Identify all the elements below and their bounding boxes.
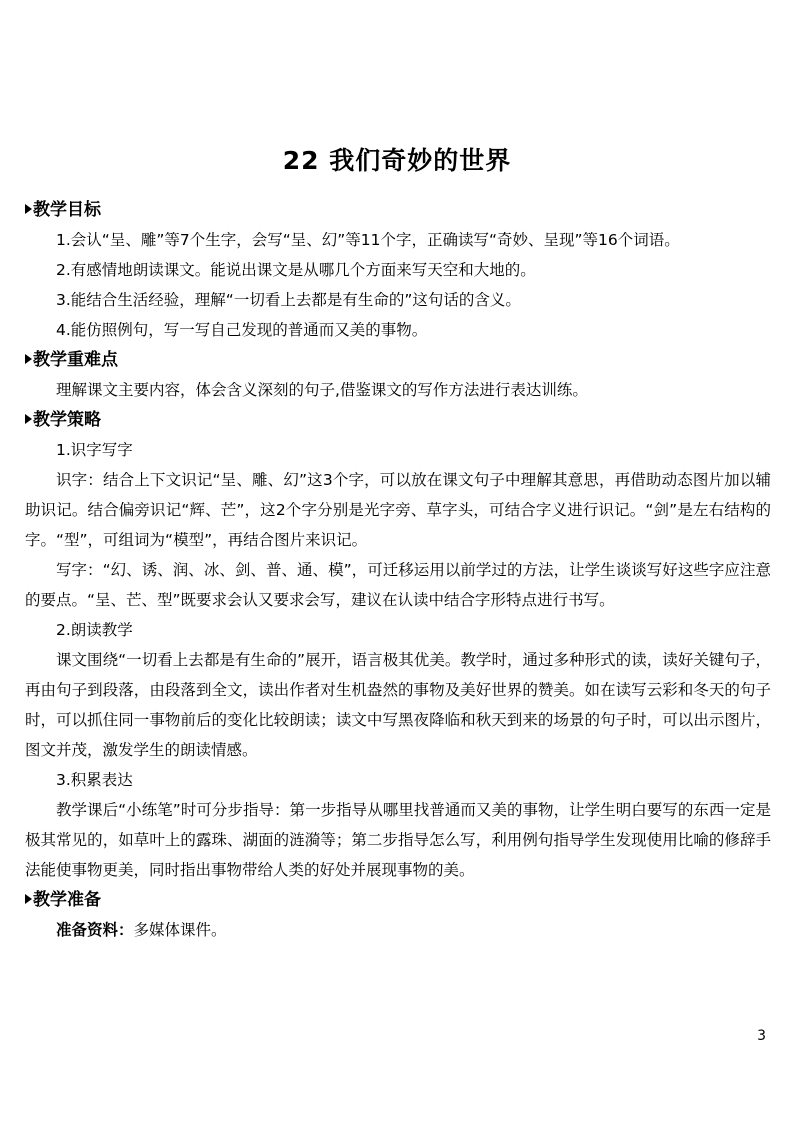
objective-item-4: 4.能仿照例句，写一写自己发现的普通而又美的事物。 xyxy=(56,321,428,339)
key-difficulties-body: 理解课文主要内容，体会含义深刻的句子,借鉴课文的写作方法进行表达训练。 xyxy=(56,381,588,399)
strategy-paragraph-2-1: 课文围绕“一切看上去都是有生命的”展开，语言极其优美。教学时，通过多种形式的读，读好关键句子，再由句子到段落，由段落到全文，读出作者对生机盎然的事物及美好世界的赞美。如在读写云彩和冬天的句子时，可以抓住同一事物前后的变化比较朗读；读文中写黑夜降临和秋天到来的场景的句子时，可以出示图片，图文并茂，激发学生的朗读情感。 xyxy=(25,651,771,759)
triangle-bullet-icon xyxy=(25,204,32,214)
section-heading-key-difficulties-label: 教学重难点 xyxy=(33,350,118,370)
document-body xyxy=(25,198,771,945)
section-heading-objectives xyxy=(25,198,771,223)
strategy-paragraph-3-1: 教学课后“小练笔”时可分步指导：第一步指导从哪里找普通而又美的事物，让学生明白要写的东西一定是极其常见的，如草叶上的露珠、湖面的涟漪等；第二步指导怎么写，利用例句指导学生发现使用比喻的修辞手法能使事物更美，同时指出事物带给人类的好处并展现事物的美。 xyxy=(25,801,771,879)
strategy-paragraph-1-2: 写字：“幻、诱、润、冰、剑、普、通、模”，可迁移运用以前学过的方法，让学生谈谈写好这些字应注意的要点。“呈、芒、型”既要求会认又要求会写，建议在认读中结合字形特点进行书写。 xyxy=(25,561,771,609)
section-heading-strategies-label: 教学策略 xyxy=(33,410,101,430)
section-heading-objectives-label: 教学目标 xyxy=(33,200,101,220)
triangle-bullet-icon xyxy=(25,894,32,904)
preparation-line xyxy=(25,915,771,945)
strategy-subheading-2: 2.朗读教学 xyxy=(56,621,133,639)
preparation-label: 准备资料： xyxy=(56,921,134,939)
strategy-subheading-1: 1.识字写字 xyxy=(56,441,133,459)
section-heading-preparation xyxy=(25,888,771,913)
page-number: 3 xyxy=(757,1028,766,1044)
section-heading-strategies xyxy=(25,408,771,433)
objective-item-2: 2.有感情地朗读课文。能说出课文是从哪几个方面来写天空和大地的。 xyxy=(56,261,536,279)
objective-item-1: 1.会认“呈、雕”等7个生字，会写“呈、幻”等11个字，正确读写“奇妙、呈现”等16个词语。 xyxy=(56,231,680,249)
section-heading-preparation-label: 教学准备 xyxy=(33,890,101,910)
preparation-value: 多媒体课件。 xyxy=(133,921,227,939)
strategy-subheading-3: 3.积累表达 xyxy=(56,771,133,789)
section-heading-key-difficulties xyxy=(25,348,771,373)
strategy-paragraph-1-1: 识字：结合上下文识记“呈、雕、幻”这3个字，可以放在课文句子中理解其意思，再借助动态图片加以辅助识记。结合偏旁识记“辉、芒”，这2个字分别是光字旁、草字头，可结合字义进行识记。“剑”是左右结构的字。“型”，可组词为“模型”，再结合图片来识记。 xyxy=(25,471,771,549)
triangle-bullet-icon xyxy=(25,354,32,364)
triangle-bullet-icon xyxy=(25,414,32,424)
objective-item-3: 3.能结合生活经验，理解“一切看上去都是有生命的”这句话的含义。 xyxy=(56,291,521,309)
page-title: 22 我们奇妙的世界 xyxy=(282,146,512,175)
